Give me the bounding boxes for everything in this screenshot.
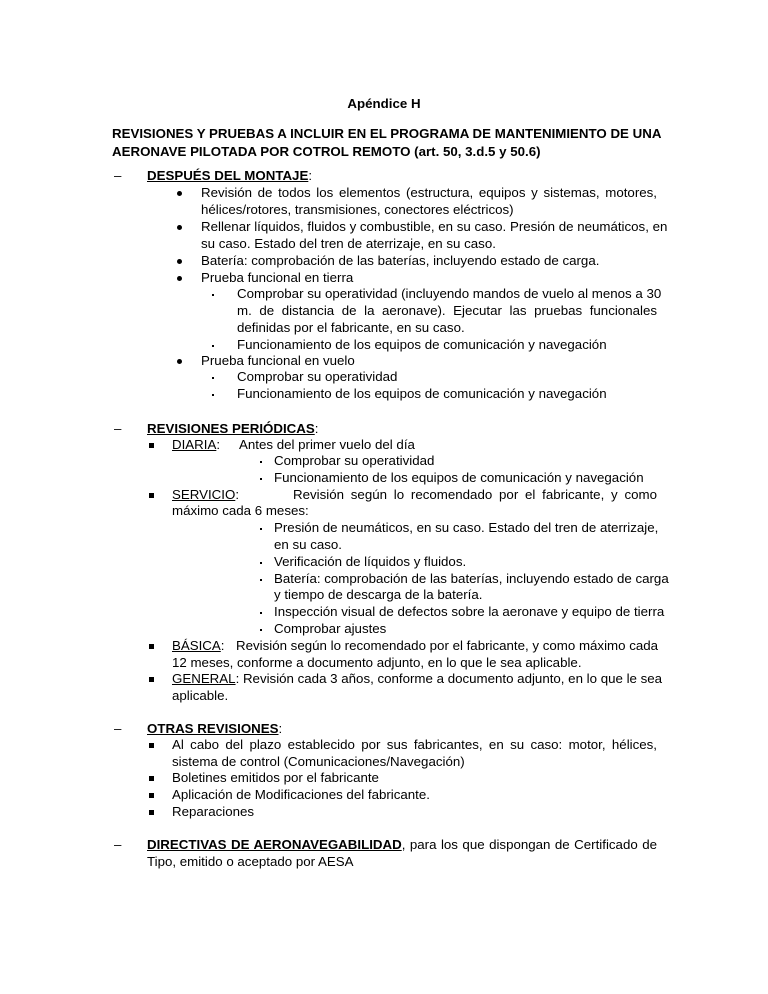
diaria-text: Antes del primer vuelo del día — [239, 437, 415, 452]
sub-bullet — [212, 377, 214, 379]
section-despues-del-montaje: DESPUÉS DEL MONTAJE: — [147, 168, 313, 183]
sub-bullet — [260, 629, 262, 631]
section-text-cont: Tipo, emitido o aceptado por AESA — [147, 854, 354, 869]
dash-marker: – — [114, 837, 122, 852]
section-label: OTRAS REVISIONES — [147, 721, 279, 736]
general-text: : Revisión cada 3 años, conforme a documento adjunto, en lo que le sea — [235, 671, 663, 686]
list-item: Aplicación de Modificaciones del fabricante. — [172, 787, 430, 802]
sub-bullet — [212, 345, 214, 347]
sub-item: Inspección visual de defectos sobre la aeronave y equipo de tierra — [274, 604, 665, 619]
servicio-label: SERVICIO: — [172, 487, 240, 502]
list-item: su caso. Estado del tren de aterrizaje, en su caso. — [201, 236, 496, 251]
dash-marker: – — [114, 721, 122, 736]
heading-line-2 — [112, 144, 541, 161]
servicio-label-text: SERVICIO — [172, 487, 236, 502]
sub-item: Comprobar ajustes — [274, 621, 387, 636]
basica-text-cont: 12 meses, conforme a documento adjunto, en lo que le sea aplicable. — [172, 655, 582, 670]
sub-bullet — [260, 579, 262, 581]
heading-line-1: REVISIONES Y PRUEBAS A INCLUIR EN EL PROGRAMA DE MANTENIMIENTO DE UNA — [112, 126, 662, 141]
square-bullet — [149, 776, 154, 781]
basica-label-text: BÁSICA — [172, 638, 221, 653]
sub-bullet — [212, 394, 214, 396]
section-label: REVISIONES PERIÓDICAS — [147, 421, 315, 436]
list-item: Al cabo del plazo establecido por sus fabricantes, en su caso: motor, hélices, — [172, 737, 657, 752]
list-item: Reparaciones — [172, 804, 255, 819]
list-item: hélices/rotores, transmisiones, conectores eléctricos) — [201, 202, 514, 217]
sub-item: Presión de neumáticos, en su caso. Estado del tren de aterrizaje, — [274, 520, 659, 535]
section-revisiones-periodicas: REVISIONES PERIÓDICAS: — [147, 421, 319, 436]
dash-marker: – — [114, 168, 122, 183]
square-bullet — [149, 493, 154, 498]
sub-bullet — [260, 562, 262, 564]
sub-item: en su caso. — [274, 537, 343, 552]
bullet-dot — [177, 359, 182, 364]
sub-item: m. de distancia de la aeronave). Ejecutar las pruebas funcionales — [237, 303, 657, 318]
general-label-text: GENERAL — [172, 671, 236, 686]
bullet-dot — [177, 225, 182, 230]
sub-bullet — [212, 294, 214, 296]
section-label: DIRECTIVAS DE AERONAVEGABILIDAD — [147, 837, 402, 852]
square-bullet — [149, 810, 154, 815]
heading-line-2-ref: (art. 50, 3.d.5 y 50.6) — [414, 144, 541, 159]
sub-item: Comprobar su operatividad — [274, 453, 435, 468]
sub-item: Funcionamiento de los equipos de comunicación y navegación — [274, 470, 644, 485]
sub-bullet — [260, 528, 262, 530]
sub-item: definidas por el fabricante, en su caso. — [237, 320, 465, 335]
square-bullet — [149, 743, 154, 748]
sub-item: Batería: comprobación de las baterías, incluyendo estado de carga — [274, 571, 669, 586]
dash-marker: – — [114, 421, 122, 436]
list-item: Rellenar líquidos, fluidos y combustible, en su caso. Presión de neumáticos, en — [201, 219, 668, 234]
bullet-dot — [177, 259, 182, 264]
list-item: Revisión de todos los elementos (estructura, equipos y sistemas, motores, — [201, 185, 657, 200]
sub-item: y tiempo de descarga de la batería. — [274, 587, 483, 602]
list-item: Prueba funcional en tierra — [201, 270, 354, 285]
sub-item: Funcionamiento de los equipos de comunicación y navegación — [237, 386, 607, 401]
sub-item: Comprobar su operatividad — [237, 369, 398, 384]
sub-item: Verificación de líquidos y fluidos. — [274, 554, 467, 569]
servicio-text: Revisión según lo recomendado por el fabricante, y como — [293, 487, 657, 502]
list-item: sistema de control (Comunicaciones/Navegación) — [172, 754, 465, 769]
diaria-label-text: DIARIA — [172, 437, 217, 452]
servicio-text-cont: máximo cada 6 meses: — [172, 503, 309, 518]
section-otras-revisiones: OTRAS REVISIONES: — [147, 721, 283, 736]
bullet-dot — [177, 276, 182, 281]
section-label: DESPUÉS DEL MONTAJE — [147, 168, 309, 183]
list-item: Boletines emitidos por el fabricante — [172, 770, 379, 785]
general-text-cont: aplicable. — [172, 688, 229, 703]
bullet-dot — [177, 191, 182, 196]
square-bullet — [149, 677, 154, 682]
section-text: , para los que dispongan de Certificado de — [401, 837, 657, 852]
page-title: Apéndice H — [347, 96, 421, 111]
sub-item: Funcionamiento de los equipos de comunicación y navegación — [237, 337, 607, 352]
square-bullet — [149, 644, 154, 649]
list-item: Prueba funcional en vuelo — [201, 353, 355, 368]
diaria-label: DIARIA: — [172, 437, 221, 452]
basica-text: Revisión según lo recomendado por el fabricante, y como máximo cada — [236, 638, 659, 653]
sub-item: Comprobar su operatividad (incluyendo mandos de vuelo al menos a 30 — [237, 286, 662, 301]
list-item: Batería: comprobación de las baterías, incluyendo estado de carga. — [201, 253, 600, 268]
heading-line-2-main: AERONAVE PILOTADA POR COTROL REMOTO — [112, 144, 411, 159]
square-bullet — [149, 443, 154, 448]
sub-bullet — [260, 478, 262, 480]
square-bullet — [149, 793, 154, 798]
basica-label: BÁSICA: — [172, 638, 225, 653]
general-item — [172, 671, 662, 688]
section-directivas — [147, 837, 657, 854]
sub-bullet — [260, 612, 262, 614]
sub-bullet — [260, 461, 262, 463]
